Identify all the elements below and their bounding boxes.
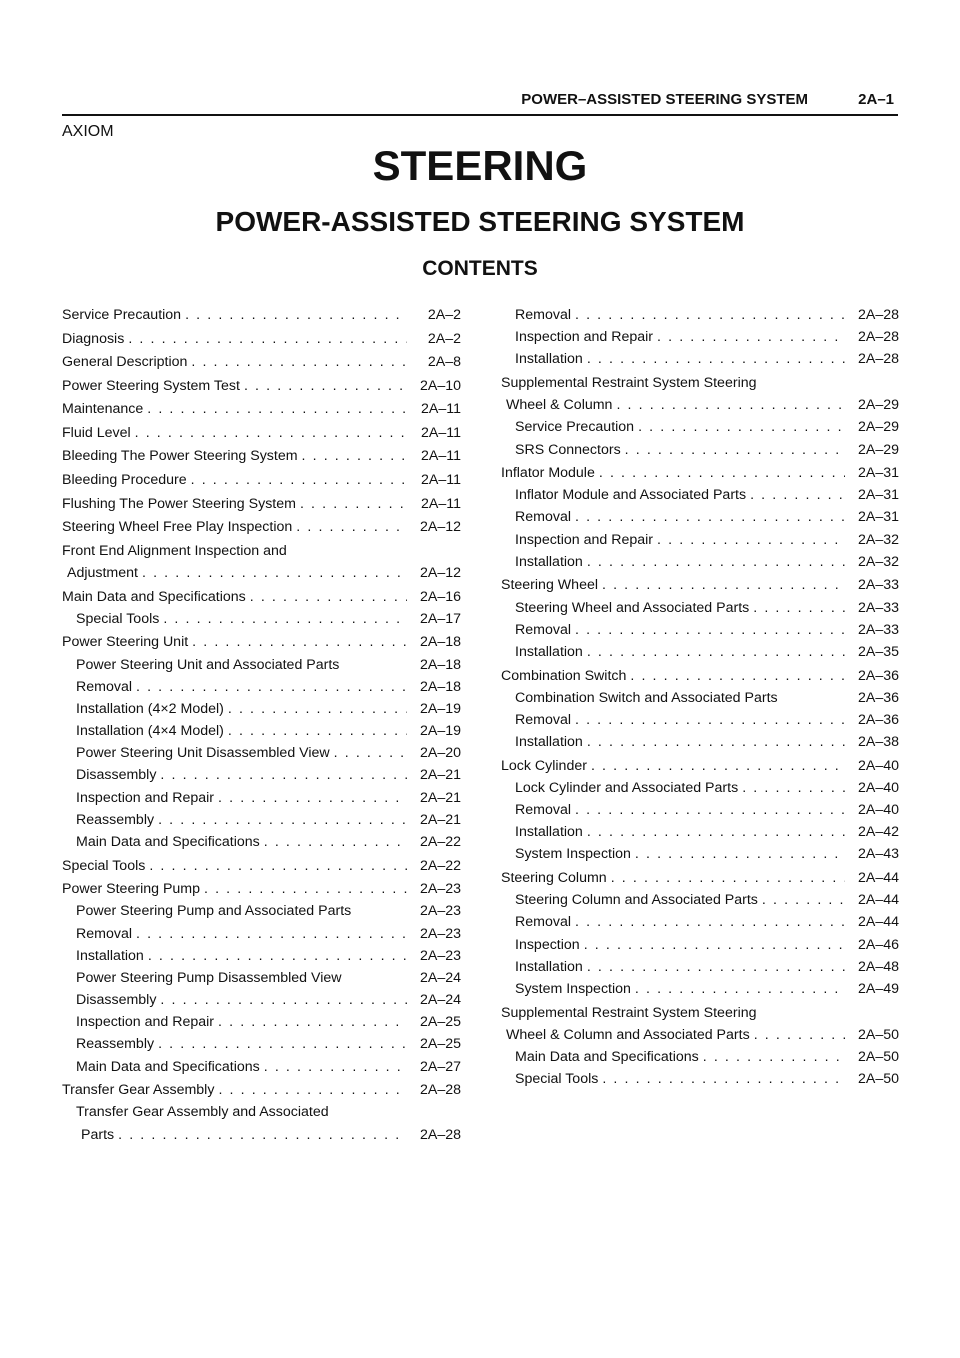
toc-entry[interactable] xyxy=(62,469,461,491)
toc-entry[interactable] xyxy=(501,978,899,1000)
toc-entry[interactable] xyxy=(501,889,899,911)
toc-entry-page: 2A–44 xyxy=(857,914,899,931)
toc-entry-page: 2A–31 xyxy=(857,465,899,482)
toc-entry-page: 2A–32 xyxy=(857,531,899,548)
dot-leader xyxy=(191,469,407,491)
toc-entry-page: 2A–28 xyxy=(857,307,899,323)
toc-entry-title: Power Steering Pump xyxy=(62,881,201,898)
toc-entry-page: 2A–19 xyxy=(419,700,461,717)
toc-entry[interactable] xyxy=(62,989,461,1011)
dot-leader xyxy=(158,809,407,831)
toc-entry-title: Reassembly xyxy=(76,1036,155,1053)
toc-entry-title: Power Steering Unit xyxy=(62,634,189,651)
toc-entry-page: 2A–21 xyxy=(419,811,461,828)
toc-entry[interactable] xyxy=(501,867,899,889)
toc-entry[interactable] xyxy=(62,304,461,326)
toc-right-column xyxy=(501,304,899,1090)
toc-entry-title: Main Data and Specifications xyxy=(76,1058,260,1075)
toc-entry-page: 2A–31 xyxy=(857,487,899,504)
toc-entry[interactable] xyxy=(62,900,461,922)
toc-entry-title: Power Steering System Test xyxy=(62,377,240,394)
dot-leader xyxy=(160,989,407,1011)
toc-entry-page: 2A–27 xyxy=(419,1058,461,1075)
dot-leader xyxy=(228,720,407,742)
dot-leader xyxy=(587,348,845,370)
toc-entry-title: Inspection and Repair xyxy=(515,531,654,548)
toc-entry-page: 2A–48 xyxy=(857,958,899,975)
toc-entry-title: Service Precaution xyxy=(62,307,182,323)
toc-entry-title: Removal xyxy=(515,307,571,323)
toc-entry-title: Lock Cylinder and Associated Parts xyxy=(515,779,739,796)
toc-entry-title: Flushing The Power Steering System xyxy=(62,495,296,512)
dot-leader xyxy=(638,416,845,438)
toc-entry-page: 2A–19 xyxy=(419,723,461,740)
toc-entry-title: Main Data and Specifications xyxy=(76,834,260,850)
toc-entry-page: 2A–25 xyxy=(419,1014,461,1031)
toc-entry[interactable] xyxy=(501,665,899,687)
toc-entry-page: 2A–23 xyxy=(419,947,461,964)
dot-leader xyxy=(635,978,845,1000)
toc-entry[interactable] xyxy=(501,574,899,596)
dot-leader xyxy=(148,945,407,967)
toc-entry-title: General Description xyxy=(62,354,188,371)
dot-leader xyxy=(163,608,407,630)
dot-leader xyxy=(218,1079,407,1101)
dot-leader xyxy=(142,562,407,584)
toc-entry[interactable] xyxy=(62,398,461,420)
toc-entry-title: Inspection and Repair xyxy=(515,329,654,346)
toc-entry[interactable] xyxy=(62,351,461,373)
toc-entry[interactable] xyxy=(62,562,461,584)
toc-entry[interactable] xyxy=(62,445,461,467)
toc-entry[interactable] xyxy=(501,439,899,461)
toc-entry-title: Service Precaution xyxy=(515,419,635,436)
toc-entry[interactable] xyxy=(62,516,461,538)
dot-leader xyxy=(630,665,845,687)
toc-entry-title: Installation xyxy=(515,824,583,841)
header-page-number: 2A–1 xyxy=(858,91,894,108)
toc-entry-page: 2A–28 xyxy=(857,351,899,368)
toc-entry[interactable] xyxy=(501,1046,899,1068)
toc-entry-page: 2A–21 xyxy=(419,767,461,784)
toc-entry-page: 2A–12 xyxy=(419,564,461,581)
toc-entry-title: Installation xyxy=(515,734,583,751)
toc-entry-page: 2A–22 xyxy=(419,857,461,874)
toc-entry-title: Removal xyxy=(76,678,132,695)
toc-entry-page: 2A–43 xyxy=(857,846,899,863)
toc-entry-page: 2A–23 xyxy=(419,881,461,898)
toc-entry[interactable] xyxy=(501,326,899,348)
toc-entry-page: 2A–11 xyxy=(421,424,461,441)
toc-entry[interactable] xyxy=(62,493,461,515)
toc-entry-page: 2A–8 xyxy=(427,354,461,371)
toc-entry[interactable] xyxy=(501,1068,899,1090)
toc-entry-page: 2A–36 xyxy=(857,711,899,728)
toc-entry-title: Steering Column xyxy=(501,870,607,887)
toc-entry[interactable] xyxy=(501,506,899,528)
toc-entry-page: 2A–18 xyxy=(419,634,461,651)
toc-entry-title: Removal xyxy=(515,509,571,526)
toc-entry-title: Fluid Level xyxy=(62,424,131,441)
dot-leader xyxy=(657,326,845,348)
toc-entry[interactable] xyxy=(501,731,899,753)
toc-entry-page: 2A–11 xyxy=(421,401,461,418)
dot-leader xyxy=(587,731,845,753)
dot-leader xyxy=(218,787,407,809)
toc-entry-title: Installation (4×2 Model) xyxy=(76,700,224,717)
toc-entry-page: 2A–28 xyxy=(419,1126,461,1143)
toc-entry-title: Diagnosis xyxy=(62,330,125,347)
toc-entry-title: Installation xyxy=(515,958,583,975)
dot-leader xyxy=(587,821,845,843)
toc-entry-title: Special Tools xyxy=(515,1071,599,1088)
toc-entry-title: System Inspection xyxy=(515,980,631,997)
toc-entry[interactable] xyxy=(501,911,899,933)
dot-leader xyxy=(602,1068,845,1090)
dot-leader xyxy=(587,641,845,663)
dot-leader xyxy=(118,1124,407,1146)
toc-entry[interactable] xyxy=(62,855,461,877)
toc-entry-page: 2A–33 xyxy=(857,577,899,594)
dot-leader xyxy=(587,551,845,573)
toc-entry[interactable] xyxy=(501,1024,899,1046)
dot-leader xyxy=(149,855,407,877)
toc-entry-title: Installation xyxy=(76,947,144,964)
dot-leader xyxy=(762,889,845,911)
toc-entry-title: Reassembly xyxy=(76,811,155,828)
toc-entry-page: 2A–2 xyxy=(427,307,461,323)
page-subtitle: POWER-ASSISTED STEERING SYSTEM xyxy=(215,206,745,237)
dot-leader xyxy=(334,742,407,764)
toc-entry-title: Supplemental Restraint System Steering xyxy=(501,374,757,391)
toc-entry-title: Bleeding Procedure xyxy=(62,472,187,489)
toc-entry[interactable] xyxy=(501,416,899,438)
dot-leader xyxy=(204,878,407,900)
toc-entry-page: 2A–10 xyxy=(419,377,461,394)
toc-entry-title: Inspection xyxy=(515,936,580,953)
toc-entry[interactable] xyxy=(62,831,461,853)
toc-entry[interactable] xyxy=(62,654,461,676)
toc-entry-page: 2A–38 xyxy=(857,734,899,751)
toc-entry[interactable] xyxy=(501,619,899,641)
toc-entry-title: Main Data and Specifications xyxy=(62,588,246,605)
dot-leader xyxy=(625,439,845,461)
toc-entry-page: 2A–40 xyxy=(857,779,899,796)
toc-entry-page: 2A–20 xyxy=(419,745,461,762)
toc-entry-page: 2A–11 xyxy=(421,495,461,512)
toc-entry-page: 2A–32 xyxy=(857,553,899,570)
dot-leader xyxy=(296,516,407,538)
toc-entry-page: 2A–36 xyxy=(857,689,899,706)
toc-entry-title: Adjustment xyxy=(67,564,138,581)
toc-entry-title: Combination Switch and Associated Parts xyxy=(515,689,778,706)
toc-entry[interactable] xyxy=(501,799,899,821)
toc-entry-title: Special Tools xyxy=(76,610,160,627)
toc-entry-title: Removal xyxy=(515,711,571,728)
toc-entry-title: System Inspection xyxy=(515,846,631,863)
toc-entry-title: Transfer Gear Assembly xyxy=(62,1082,215,1099)
toc-entry-page: 2A–18 xyxy=(419,678,461,695)
toc-entry-title: Removal xyxy=(515,802,571,819)
dot-leader xyxy=(160,764,407,786)
toc-entry-title: Power Steering Unit and Associated Parts xyxy=(76,656,340,673)
toc-entry-title: Installation xyxy=(515,643,583,660)
toc-entry-title: Inflator Module and Associated Parts xyxy=(515,487,747,504)
toc-entry[interactable] xyxy=(501,641,899,663)
dot-leader xyxy=(750,484,845,506)
dot-leader xyxy=(753,597,845,619)
toc-entry-page: 2A–21 xyxy=(419,789,461,806)
dot-leader xyxy=(575,619,845,641)
toc-entry-page: 2A–16 xyxy=(419,588,461,605)
toc-entry-title: Steering Wheel xyxy=(501,577,598,594)
page-title: STEERING xyxy=(372,142,588,189)
toc-entry-page: 2A–44 xyxy=(857,892,899,909)
toc-entry[interactable] xyxy=(62,764,461,786)
toc-left-column xyxy=(62,304,461,1146)
toc-entry-title: Supplemental Restraint System Steering xyxy=(501,1004,757,1021)
toc-entry[interactable] xyxy=(501,687,899,709)
running-header xyxy=(62,90,898,116)
toc-entry[interactable] xyxy=(62,676,461,698)
dot-leader xyxy=(135,422,407,444)
toc-entry[interactable] xyxy=(501,529,899,551)
toc-entry[interactable] xyxy=(62,878,461,900)
dot-leader xyxy=(657,529,845,551)
toc-entry-page: 2A–12 xyxy=(419,519,461,536)
toc-entry-page: 2A–44 xyxy=(857,870,899,887)
toc-entry-title: Steering Wheel and Associated Parts xyxy=(515,599,750,616)
dot-leader xyxy=(602,574,845,596)
toc-entry[interactable] xyxy=(62,1101,461,1123)
toc-entry-title: Power Steering Pump Disassembled View xyxy=(76,969,342,986)
toc-entry[interactable] xyxy=(501,304,899,326)
toc-entry-page: 2A–24 xyxy=(419,992,461,1009)
toc-entry-page: 2A–2 xyxy=(427,330,461,347)
dot-leader xyxy=(575,911,845,933)
dot-leader xyxy=(244,375,407,397)
toc-entry-title: Installation xyxy=(515,351,583,368)
toc-entry[interactable] xyxy=(62,631,461,653)
toc-entry-page: 2A–18 xyxy=(419,656,461,673)
dot-leader xyxy=(575,506,845,528)
toc-entry[interactable] xyxy=(62,422,461,444)
dot-leader xyxy=(147,398,407,420)
toc-entry-page: 2A–42 xyxy=(857,824,899,841)
toc-entry[interactable] xyxy=(501,348,899,370)
toc-entry[interactable] xyxy=(501,956,899,978)
toc-entry-title: Disassembly xyxy=(76,992,157,1009)
toc-entry-page: 2A–11 xyxy=(421,448,461,465)
toc-entry[interactable] xyxy=(62,787,461,809)
toc-entry-page: 2A–22 xyxy=(419,834,461,850)
toc-entry[interactable] xyxy=(62,967,461,989)
toc-entry[interactable] xyxy=(62,1011,461,1033)
toc-entry[interactable] xyxy=(62,923,461,945)
dot-leader xyxy=(136,676,407,698)
toc-entry-page: 2A–49 xyxy=(857,980,899,997)
toc-entry-page: 2A–40 xyxy=(857,802,899,819)
toc-entry-page: 2A–33 xyxy=(857,599,899,616)
toc-entry-title: Transfer Gear Assembly and Associated xyxy=(76,1104,329,1121)
dot-leader xyxy=(599,462,845,484)
toc-entry-title: Wheel & Column xyxy=(506,397,613,414)
toc-entry[interactable] xyxy=(62,1056,461,1078)
toc-entry-title: Wheel & Column and Associated Parts xyxy=(506,1026,750,1043)
toc-entry[interactable] xyxy=(501,484,899,506)
toc-entry[interactable] xyxy=(62,375,461,397)
dot-leader xyxy=(635,843,845,865)
model-label: AXIOM xyxy=(62,123,114,140)
toc-entry[interactable] xyxy=(62,540,461,562)
toc-entry-title: Removal xyxy=(515,621,571,638)
toc-entry-title: Parts xyxy=(81,1126,115,1143)
dot-leader xyxy=(158,1033,407,1055)
toc-entry[interactable] xyxy=(62,608,461,630)
toc-entry[interactable] xyxy=(62,945,461,967)
toc-entry-title: Steering Wheel Free Play Inspection xyxy=(62,519,293,536)
toc-entry[interactable] xyxy=(62,328,461,350)
toc-entry[interactable] xyxy=(62,1033,461,1055)
toc-entry[interactable] xyxy=(62,586,461,608)
dot-leader xyxy=(591,755,845,777)
toc-entry[interactable] xyxy=(501,709,899,731)
toc-entry[interactable] xyxy=(501,394,899,416)
dot-leader xyxy=(575,799,845,821)
toc-entry-page: 2A–33 xyxy=(857,621,899,638)
toc-entry[interactable] xyxy=(501,777,899,799)
toc-entry-title: Removal xyxy=(515,914,571,931)
toc-entry-title: Power Steering Unit Disassembled View xyxy=(76,745,330,762)
toc-entry[interactable] xyxy=(62,809,461,831)
dot-leader xyxy=(185,304,407,326)
toc-entry-page: 2A–50 xyxy=(857,1048,899,1065)
dot-leader xyxy=(228,698,407,720)
toc-entry-page: 2A–29 xyxy=(857,441,899,458)
toc-entry[interactable] xyxy=(501,462,899,484)
toc-entry[interactable] xyxy=(501,551,899,573)
toc-entry-page: 2A–28 xyxy=(857,329,899,346)
toc-entry-title: SRS Connectors xyxy=(515,441,621,458)
toc-entry-title: Installation (4×4 Model) xyxy=(76,723,224,740)
toc-entry-page: 2A–50 xyxy=(857,1026,899,1043)
toc-entry-title: Maintenance xyxy=(62,401,144,418)
dot-leader xyxy=(300,493,407,515)
toc-entry-page: 2A–29 xyxy=(857,397,899,414)
toc-entry[interactable] xyxy=(501,1002,899,1024)
toc-entry-page: 2A–25 xyxy=(419,1036,461,1053)
toc-entry-title: Power Steering Pump and Associated Parts xyxy=(76,903,352,920)
dot-leader xyxy=(742,777,845,799)
header-title: POWER–ASSISTED STEERING SYSTEM xyxy=(521,91,808,108)
toc-entry-title: Inflator Module xyxy=(501,465,595,482)
contents-heading: CONTENTS xyxy=(422,257,538,280)
dot-leader xyxy=(136,923,407,945)
dot-leader xyxy=(575,709,845,731)
dot-leader xyxy=(250,586,407,608)
toc-entry-title: Inspection and Repair xyxy=(76,1014,215,1031)
toc-entry-page: 2A–40 xyxy=(857,757,899,774)
toc-entry-title: Bleeding The Power Steering System xyxy=(62,448,298,465)
toc-entry[interactable] xyxy=(62,1124,461,1146)
toc-entry[interactable] xyxy=(501,821,899,843)
dot-leader xyxy=(587,956,845,978)
toc-entry-page: 2A–23 xyxy=(419,925,461,942)
toc-entry-title: Steering Column and Associated Parts xyxy=(515,892,758,909)
dot-leader xyxy=(264,831,407,853)
toc-entry[interactable] xyxy=(501,597,899,619)
toc-entry-page: 2A–35 xyxy=(857,643,899,660)
dot-leader xyxy=(616,394,845,416)
dot-leader xyxy=(302,445,407,467)
dot-leader xyxy=(191,351,407,373)
toc-entry-page: 2A–24 xyxy=(419,969,461,986)
dot-leader xyxy=(128,328,407,350)
toc-entry[interactable] xyxy=(62,742,461,764)
toc-entry-title: Front End Alignment Inspection and xyxy=(62,542,287,559)
dot-leader xyxy=(584,934,845,956)
toc-entry-page: 2A–29 xyxy=(857,419,899,436)
toc-entry-title: Lock Cylinder xyxy=(501,757,587,774)
toc-entry-title: Combination Switch xyxy=(501,667,627,684)
toc-entry[interactable] xyxy=(62,720,461,742)
dot-leader xyxy=(611,867,845,889)
toc-entry-page: 2A–11 xyxy=(421,472,461,489)
dot-leader xyxy=(192,631,407,653)
toc-entry-title: Installation xyxy=(515,553,583,570)
toc-entry[interactable] xyxy=(62,698,461,720)
toc-entry-title: Special Tools xyxy=(62,857,146,874)
toc-entry[interactable] xyxy=(501,934,899,956)
toc-entry[interactable] xyxy=(501,843,899,865)
toc-entry[interactable] xyxy=(62,1079,461,1101)
dot-leader xyxy=(218,1011,407,1033)
toc-entry[interactable] xyxy=(501,372,899,394)
toc-entry-title: Main Data and Specifications xyxy=(515,1048,699,1065)
toc-entry-page: 2A–23 xyxy=(419,903,461,920)
toc-entry-title: Disassembly xyxy=(76,767,157,784)
toc-entry-page: 2A–50 xyxy=(857,1071,899,1088)
toc-entry-title: Inspection and Repair xyxy=(76,789,215,806)
dot-leader xyxy=(264,1056,407,1078)
dot-leader xyxy=(703,1046,845,1068)
toc-entry-page: 2A–36 xyxy=(857,667,899,684)
dot-leader xyxy=(754,1024,845,1046)
dot-leader xyxy=(575,304,845,326)
toc-entry-page: 2A–31 xyxy=(857,509,899,526)
toc-entry[interactable] xyxy=(501,755,899,777)
toc-entry-page: 2A–28 xyxy=(419,1082,461,1099)
toc-entry-page: 2A–17 xyxy=(419,610,461,627)
toc-entry-title: Removal xyxy=(76,925,132,942)
toc-entry-page: 2A–46 xyxy=(857,936,899,953)
